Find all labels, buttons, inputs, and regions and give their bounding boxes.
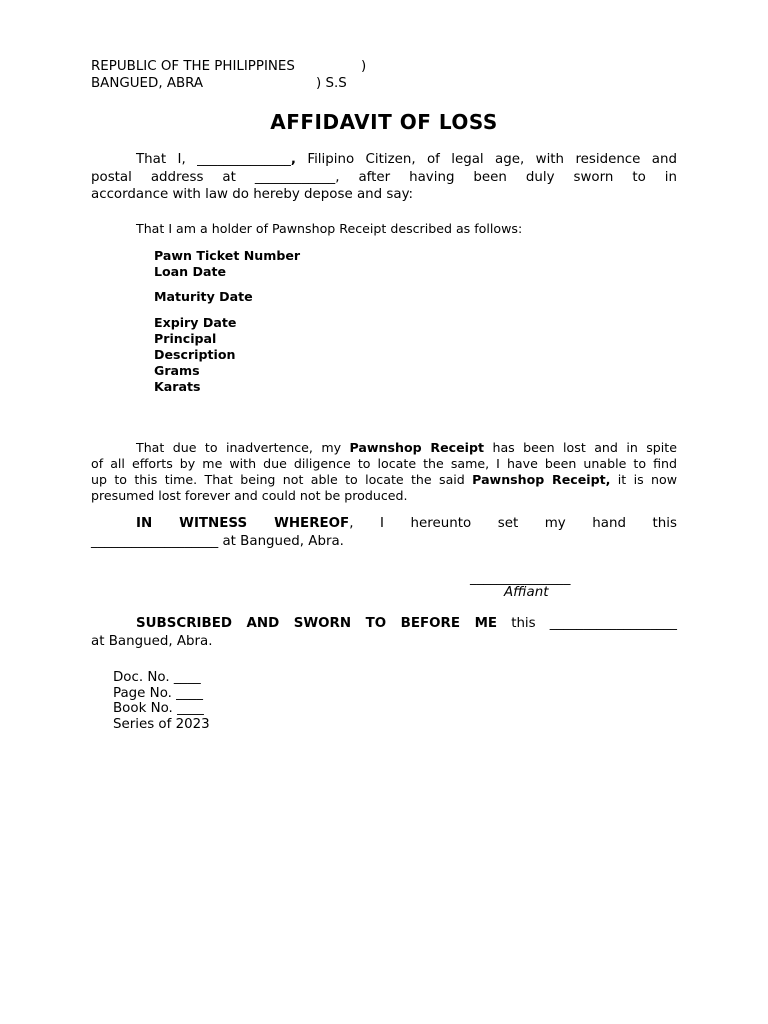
witness-line-1: IN WITNESS WHEREOF, I hereunto set my hand this: [136, 516, 677, 531]
jurat-line-2: at Bangued, Abra.: [91, 633, 213, 649]
detail-pawn-ticket-number: Pawn Ticket Number: [154, 248, 301, 263]
loss-line-1: That due to inadvertence, my Pawnshop Receipt has been lost and in spite: [136, 440, 677, 455]
detail-grams: Grams: [154, 363, 200, 378]
loss-paragraph: [91, 440, 677, 504]
intro-line-1: That I, ______________, Filipino Citizen, of legal age, with residence and: [136, 152, 677, 167]
detail-maturity-date: Maturity Date: [154, 289, 253, 304]
signature-line: _______________: [470, 571, 571, 586]
receipt-details-list: [154, 248, 300, 395]
loss-line-3: up to this time. That being not able to locate the said Pawnshop Receipt, it is now: [91, 472, 677, 487]
venue-country: REPUBLIC OF THE PHILIPPINES: [91, 59, 295, 74]
jurat-paragraph: [91, 615, 677, 650]
loss-line-2: of all efforts by me with due diligence to locate the same, I have been unable to find: [91, 456, 677, 471]
detail-principal: Principal: [154, 331, 217, 346]
venue-city: BANGUED, ABRA: [91, 76, 204, 91]
detail-expiry-date: Expiry Date: [154, 315, 237, 330]
document-title: AFFIDAVIT OF LOSS: [270, 110, 498, 134]
page-number: Page No. ____: [113, 685, 203, 701]
jurat-line-1: SUBSCRIBED AND SWORN TO BEFORE ME this ___________________: [136, 616, 677, 631]
detail-description: Description: [154, 347, 236, 362]
intro-line-3: accordance with law do hereby depose and say:: [91, 187, 414, 202]
witness-line-2: ___________________ at Bangued, Abra.: [91, 533, 344, 549]
book-number: Book No. ____: [113, 701, 204, 716]
venue-bracket-ss: ) S.S: [316, 76, 347, 91]
holder-statement: That I am a holder of Pawnshop Receipt described as follows:: [136, 221, 523, 236]
notarial-register: [113, 670, 210, 732]
venue-bracket-1: ): [361, 59, 367, 74]
detail-karats: Karats: [154, 379, 201, 394]
affiant-label: Affiant: [504, 585, 549, 600]
witness-paragraph: [91, 515, 677, 550]
intro-paragraph: [91, 151, 677, 204]
intro-line-2: postal address at ____________, after having been duly sworn to in: [91, 169, 677, 185]
detail-loan-date: Loan Date: [154, 264, 227, 279]
doc-number: Doc. No. ____: [113, 670, 201, 685]
series-year: Series of 2023: [113, 716, 210, 732]
loss-line-4: presumed lost forever and could not be produced.: [91, 488, 408, 503]
